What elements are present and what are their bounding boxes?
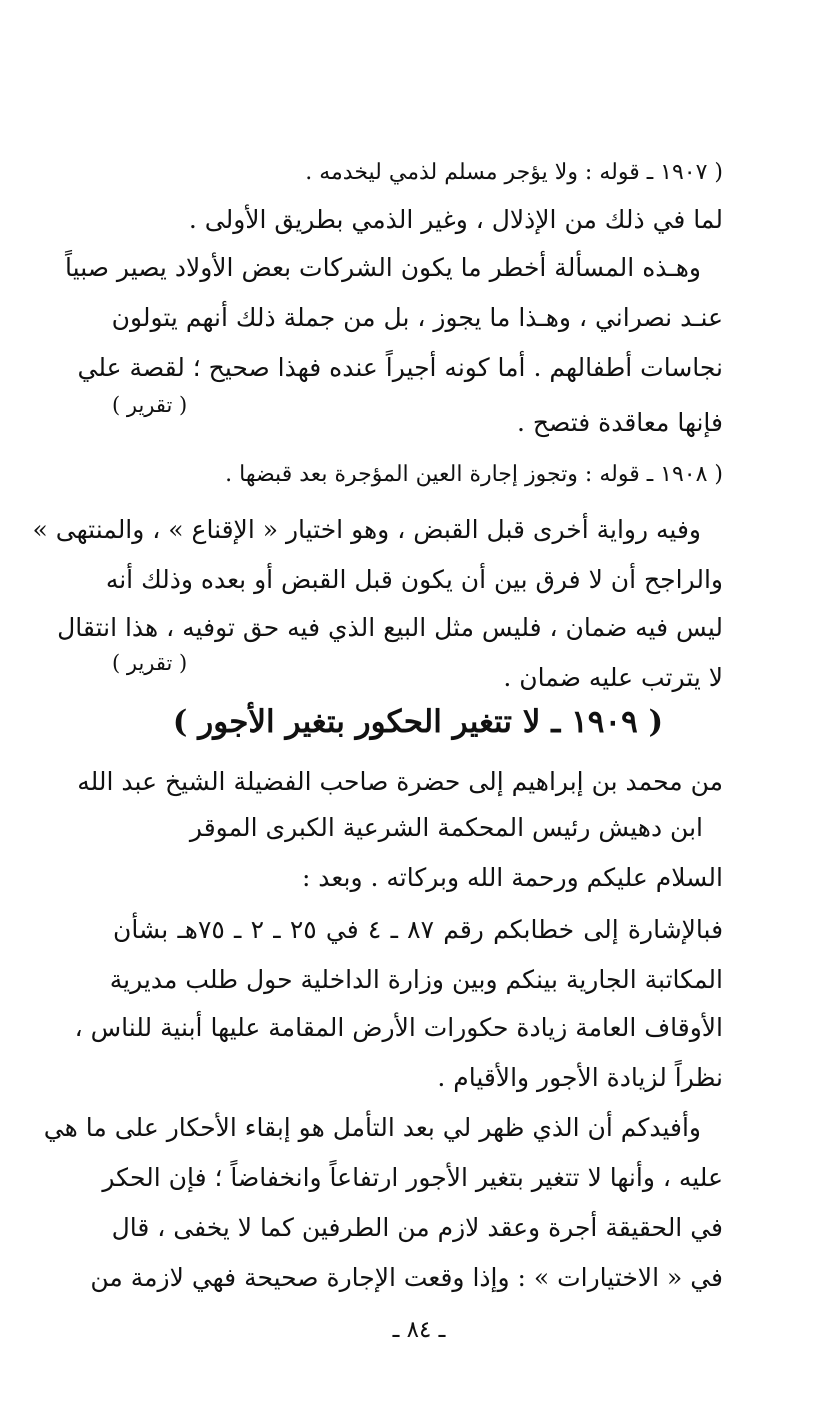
text-line: وفيه رواية أخرى قبل القبض ، وهو اختيار « الإقناع » ، والمنتهى » — [32, 515, 701, 544]
paragraph-1908-title: ( ١٩٠٨ ـ قوله : وتجوز إجارة العين المؤجرة بعد قبضها . — [225, 462, 723, 487]
text-line: لا يترتب عليه ضمان . — [503, 663, 723, 692]
text-line: لما في ذلك من الإذلال ، وغير الذمي بطريق الأولى . — [188, 205, 723, 234]
text-line: والراجح أن لا فرق بين أن يكون قبل القبض أو بعده وذلك أنه — [105, 565, 723, 594]
letter-line: المكاتبة الجارية بينكم وبين وزارة الداخلية حول طلب مديرية — [109, 965, 723, 994]
letter-line: الأوقاف العامة زيادة حكورات الأرض المقامة عليها أبنية للناس ، — [74, 1013, 723, 1042]
note-taqrir: ( تقرير ) — [112, 393, 188, 417]
text-line: وهـذه المسألة أخطر ما يكون الشركات بعض الأولاد يصير صبياً — [65, 253, 701, 282]
text-line: نجاسات أطفالهم . أما كونه أجيراً عنده فهذا صحيح ؛ لقصة علي — [77, 353, 723, 382]
letter-line: ابن دهيش رئيس المحكمة الشرعية الكبرى الموقر — [189, 813, 703, 842]
text-line: عنـد نصراني ، وهـذا ما يجوز ، بل من جملة ذلك أنهم يتولون — [111, 303, 723, 332]
letter-line: في الحقيقة أجرة وعقد لازم من الطرفين كما لا يخفى ، قال — [111, 1213, 723, 1242]
paragraph-1907-title: ( ١٩٠٧ ـ قوله : ولا يؤجر مسلم لذمي ليخدمه . — [305, 160, 723, 185]
letter-line: في « الاختيارات » : وإذا وقعت الإجارة صحيحة فهي لازمة من — [90, 1263, 723, 1292]
text-line: فإنها معاقدة فتصح . — [516, 408, 723, 437]
letter-line: من محمد بن إبراهيم إلى حضرة صاحب الفضيلة الشيخ عبد الله — [77, 767, 723, 796]
letter-line: نظراً لزيادة الأجور والأقيام . — [437, 1063, 723, 1092]
letter-line: فبالإشارة إلى خطابكم رقم ٨٧ ـ ٤ في ٢٥ ـ ٢ ـ ٧٥هـ بشأن — [113, 915, 724, 944]
text-line: ليس فيه ضمان ، فليس مثل البيع الذي فيه حق توفيه ، هذا انتقال — [57, 613, 723, 642]
note-taqrir: ( تقرير ) — [112, 651, 188, 675]
letter-line: عليه ، وأنها لا تتغير بتغير الأجور ارتفاعاً وانخفاضاً ؛ فإن الحكر — [102, 1163, 723, 1192]
letter-line: وأفيدكم أن الذي ظهر لي بعد التأمل هو إبقاء الأحكار على ما هي — [43, 1113, 701, 1142]
page-number: ـ ٨٤ ـ — [392, 1317, 446, 1343]
section-heading-1909: ( ١٩٠٩ ـ لا تتغير الحكور بتغير الأجور ) — [172, 704, 664, 740]
letter-greeting: السلام عليكم ورحمة الله وبركاته . وبعد : — [301, 863, 723, 892]
